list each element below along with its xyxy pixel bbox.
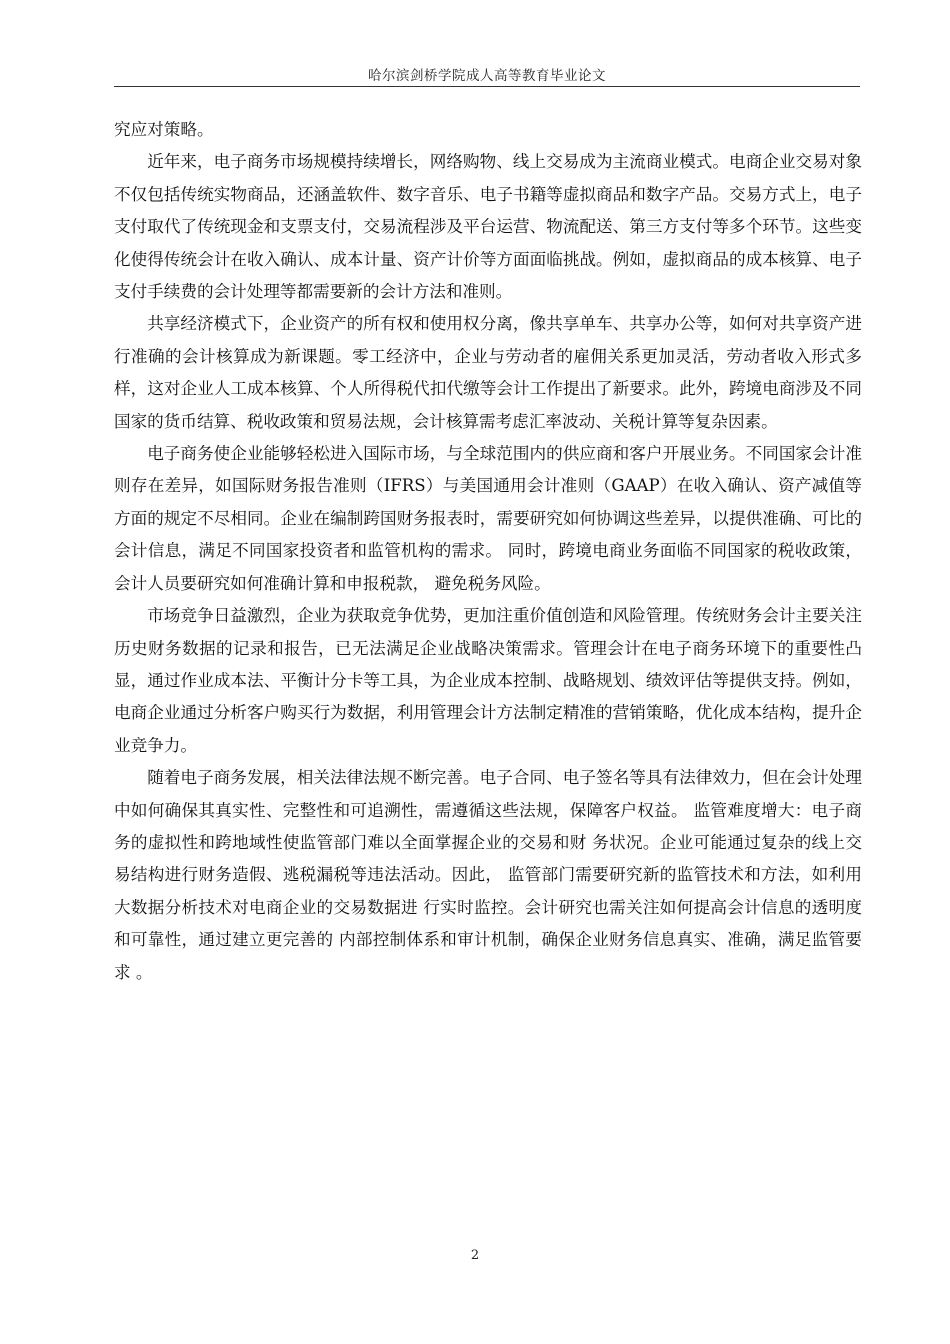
paragraph-continuation: 究应对策略。 [114,120,214,139]
paragraph-international-standards: 电子商务使企业能够轻松进入国际市场，与全球范围内的供应商和客户开展业务。不同国家会计准则存在差异，如国际财务报告准则（IFRS）与美国通用会计准则（GAAP）在收入确认、资产减值等方面的规定不尽相同。企业在编制跨国财务报表时，需要研究如何协调这些差异，以提供准确、可比的会计信息，满足不同国家投资者和监管机构的需求。 同时，跨境电商业务面临不同国家的税收政策，会计人员要研究如何准确计算和申报税款， 避免税务风险。 [114,444,862,593]
paragraph-ecommerce-growth: 近年来，电子商务市场规模持续增长，网络购物、线上交易成为主流商业模式。电商企业交易对象不仅包括传统实物商品，还涵盖软件、数字音乐、电子书籍等虚拟商品和数字产品。交易方式上，电子支付取代了传统现金和支票支付，交易流程涉及平台运营、物流配送、第三方支付等多个环节。这些变化使得传统会计在收入确认、成本计量、资产计价等方面面临挑战。例如，虚拟商品的成本核算、电子支付手续费的会计处理等都需要新的会计方法和准则。 [114,152,862,302]
paragraph-sharing-economy: 共享经济模式下，企业资产的所有权和使用权分离，像共享单车、共享办公等，如何对共享资产进行准确的会计核算成为新课题。零工经济中，企业与劳动者的雇佣关系更加灵活，劳动者收入形式多样，这对企业人工成本核算、个人所得税代扣代缴等会计工作提出了新要求。此外，跨境电商涉及不同国家的货币结算、税收政策和贸易法规，会计核算需考虑汇率波动、关税计算等复杂因素。 [114,314,862,431]
paragraph-regulation: 随着电子商务发展，相关法律法规不断完善。电子合同、电子签名等具有法律效力，但在会计处理中如何确保其真实性、完整性和可追溯性，需遵循这些法规，保障客户权益。 监管难度增大：电子商务的虚拟性和跨地域性使监管部门难以全面掌握企业的交易和财 务状况。企业可能通过复杂的线上交易结构进行财务造假、逃税漏税等违法活动。因此， 监管部门需要研究新的监管技术和方法，如利用大数据分析技术对电商企业的交易数据进 行实时监控。会计研究也需关注如何提高会计信息的透明度和可靠性，通过建立更完善的 内部控制体系和审计机制，确保企业财务信息真实、准确，满足监管要求 。 [114,768,862,982]
header-divider [114,86,860,87]
running-header: 哈尔滨剑桥学院成人高等教育毕业论文 [368,68,606,84]
paragraph-management-accounting: 市场竞争日益激烈，企业为获取竞争优势，更加注重价值创造和风险管理。传统财务会计主要关注历史财务数据的记录和报告，已无法满足企业战略决策需求。管理会计在电子商务环境下的重要性凸显，通过作业成本法、平衡计分卡等工具，为企业成本控制、战略规划、绩效评估等提供支持。例如，电商企业通过分析客户购买行为数据，利用管理会计方法制定精准的营销策略，优化成本结构，提升企业竞争力。 [114,606,862,755]
page-number: 2 [470,1248,480,1263]
page-body [114,114,862,989]
